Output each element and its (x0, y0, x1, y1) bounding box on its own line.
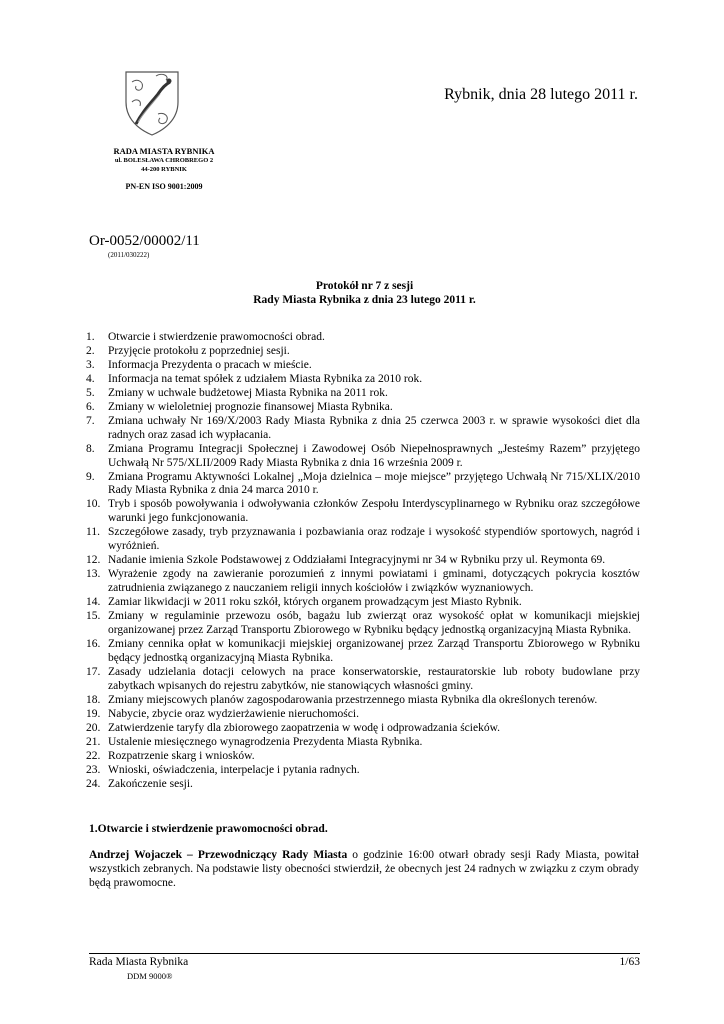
agenda-item-number: 4. (86, 372, 95, 385)
agenda-item-text: Rozpatrzenie skarg i wniosków. (108, 749, 255, 762)
agenda-item-text: Zamiar likwidacji w 2011 roku szkół, których organem prowadzącym jest Miasto Rybnik. (108, 596, 522, 609)
agenda-item-text: Nadanie imienia Szkole Podstawowej z Oddziałami Integracyjnymi nr 34 w Rybniku przy ul. Reymonta 69. (108, 554, 606, 567)
agenda-item-text: Zmiany w wieloletniej prognozie finansowej Miasta Rybnika. (108, 400, 393, 413)
agenda-item (86, 610, 640, 638)
agenda-item (86, 778, 640, 792)
agenda-item (86, 666, 640, 694)
agenda-item-number: 5. (86, 386, 95, 399)
agenda-item (86, 526, 640, 554)
agenda-item-number: 11. (86, 526, 100, 539)
agenda-item-number: 14. (86, 596, 101, 609)
agenda-item-number: 1. (86, 331, 95, 343)
agenda-item (86, 554, 640, 568)
agenda-item-text: Zmiany cennika opłat w komunikacji miejskiej organizowanej przez Zarząd Transportu Zbiorowego w Rybniku będący jednostką organizacyjną Miasta Rybnika. (108, 637, 640, 664)
agenda-item-number: 6. (86, 400, 95, 413)
agenda-item-text: Zmiany w regulaminie przewozu osób, bagażu lub zwierząt oraz wysokość opłat w komunikacji miejskiej organizowanej przez Zarząd Transportu Zbiorowego w Rybniku będący jednostką organizacyjną Miasta Rybnika. (108, 610, 640, 637)
agenda-item (86, 638, 640, 666)
agenda-item-text: Informacja Prezydenta o pracach w mieście. (108, 358, 312, 371)
footer-org: Rada Miasta Rybnika (89, 956, 189, 968)
agenda-item (86, 736, 640, 750)
agenda-item-text: Ustalenie miesięcznego wynagrodzenia Prezydenta Miasta Rybnika. (108, 735, 423, 748)
org-name: RADA MIASTA RYBNIKA (113, 146, 215, 156)
agenda-item-number: 15. (86, 610, 101, 623)
agenda-item-text: Zmiany w uchwale budżetowej Miasta Rybnika na 2011 rok. (108, 386, 388, 399)
title-line-1: Protokół nr 7 z sesji (315, 280, 414, 292)
agenda-item-number: 21. (86, 735, 101, 748)
agenda-item (86, 568, 640, 596)
agenda-item-text: Tryb i sposób powoływania i odwoływania członków Zespołu Interdyscyplinarnego w Rybniku oraz szczegółowe warunki jego funkcjonowania. (108, 498, 640, 525)
agenda-item-number: 12. (86, 554, 101, 567)
paragraph-text: o godzinie 16:00 otwarł obrady sesji Rady Miasta, powitał wszystkich zebranych. Na podstawie listy obecności stwierdził, że obecnych jest 24 radnych w związku z czym obrady będą prawomocne. (89, 849, 640, 889)
agenda-item (86, 443, 640, 471)
agenda-item-number: 16. (86, 637, 101, 650)
agenda-item-text: Zakończenie sesji. (108, 777, 193, 790)
agenda-item-text: Otwarcie i stwierdzenie prawomocności obrad. (108, 331, 325, 343)
agenda-item (86, 373, 640, 387)
agenda-item-number: 9. (86, 470, 95, 483)
agenda-item (86, 359, 640, 373)
footer-ddm: DDM 9000® (127, 971, 173, 981)
agenda-item (86, 471, 640, 499)
agenda-item-text: Wyrażenie zgody na zawieranie porozumień z innymi powiatami i gminami, dotyczących pokrycia kosztów zatrudnienia związanego z nauczaniem religii innych kościołów i związków wyznaniowych. (108, 568, 640, 595)
place-date: Rybnik, dnia 28 lutego 2011 r. (444, 86, 638, 103)
agenda-item-number: 20. (86, 721, 101, 734)
agenda-item (86, 694, 640, 708)
agenda-item-number: 17. (86, 665, 101, 678)
agenda-item-text: Zatwierdzenie taryfy dla zbiorowego zaopatrzenia w wodę i odprowadzania ścieków. (108, 721, 500, 734)
agenda-item-text: Zmiany miejscowych planów zagospodarowania przestrzennego miasta Rybnika dla określonych terenów. (108, 693, 598, 706)
agenda-item (86, 722, 640, 736)
iso-certificate: PN-EN ISO 9001:2009 (125, 182, 203, 191)
agenda-item-text: Zasady udzielania dotacji celowych na prace konserwatorskie, restauratorskie lub roboty budowlane przy zabytkach wpisanych do rejestru zabytków, nie stanowiących własności gminy. (108, 665, 640, 692)
agenda-item (86, 415, 640, 443)
agenda-item-number: 24. (86, 777, 101, 790)
agenda-item-text: Wnioski, oświadczenia, interpelacje i pytania radnych. (108, 763, 360, 776)
agenda-item-number: 10. (86, 498, 101, 511)
footer-divider (89, 953, 640, 954)
document-subnumber: (2011/030222) (108, 251, 150, 259)
page-number: 1/63 (619, 956, 640, 968)
org-street: ul. BOLESŁAWA CHROBREGO 2 (114, 157, 214, 164)
document-title (89, 279, 640, 307)
city-coat-of-arms-icon (122, 68, 182, 138)
agenda-item (86, 498, 640, 526)
agenda-item-number: 18. (86, 693, 101, 706)
agenda-item-text: Przyjęcie protokołu z poprzedniej sesji. (108, 344, 290, 357)
agenda-item-text: Szczegółowe zasady, tryb przyznawania i pozbawiania oraz rodzaje i wysokość stypendiów sportowych, nagród i wyróżnień. (108, 526, 640, 553)
agenda-item (86, 387, 640, 401)
agenda-item-number: 13. (86, 568, 101, 581)
agenda-item-number: 23. (86, 763, 101, 776)
agenda-item-text: Informacja na temat spółek z udziałem Miasta Rybnika za 2010 rok. (108, 372, 423, 385)
agenda-item (86, 764, 640, 778)
agenda-item (86, 331, 640, 345)
agenda-item-number: 19. (86, 707, 101, 720)
section-heading: 1.Otwarcie i stwierdzenie prawomocności obrad. (89, 823, 328, 835)
agenda-item-number: 3. (86, 358, 95, 371)
agenda-item-number: 7. (86, 414, 95, 427)
document-number: Or-0052/00002/11 (89, 233, 200, 249)
agenda-item (86, 596, 640, 610)
title-line-2: Rady Miasta Rybnika z dnia 23 lutego 2011 r. (253, 294, 476, 306)
agenda-list (86, 331, 640, 791)
agenda-item-text: Zmiana Programu Integracji Społecznej i Zawodowej Osób Niepełnosprawnych „Jesteśmy Razem” przyjętego Uchwałą Nr 575/XLII/2009 Rady Miasta Rybnika z dnia 16 września 2009 r. (108, 442, 640, 469)
section-paragraph (89, 848, 639, 890)
agenda-item-number: 22. (86, 749, 101, 762)
agenda-item (86, 345, 640, 359)
agenda-item-text: Nabycie, zbycie oraz wydzierżawienie nieruchomości. (108, 707, 359, 720)
speaker-name: Andrzej Wojaczek – Przewodniczący Rady Miasta (89, 849, 348, 861)
org-city: 44-200 RYBNIK (141, 166, 187, 173)
agenda-item-text: Zmiana uchwały Nr 169/X/2003 Rady Miasta Rybnika z dnia 25 czerwca 2003 r. w sprawie wysokości diet dla radnych oraz zasad ich wypłacania. (108, 414, 640, 441)
agenda-item-number: 2. (86, 344, 95, 357)
agenda-item-number: 8. (86, 442, 95, 455)
agenda-item (86, 401, 640, 415)
agenda-item (86, 750, 640, 764)
agenda-item-text: Zmiana Programu Aktywności Lokalnej „Moja dzielnica – moje miejsce” przyjętego Uchwałą Nr 715/XLIX/2010 Rady Miasta Rybnika z dnia 24 marca 2010 r. (108, 470, 640, 497)
agenda-item (86, 708, 640, 722)
